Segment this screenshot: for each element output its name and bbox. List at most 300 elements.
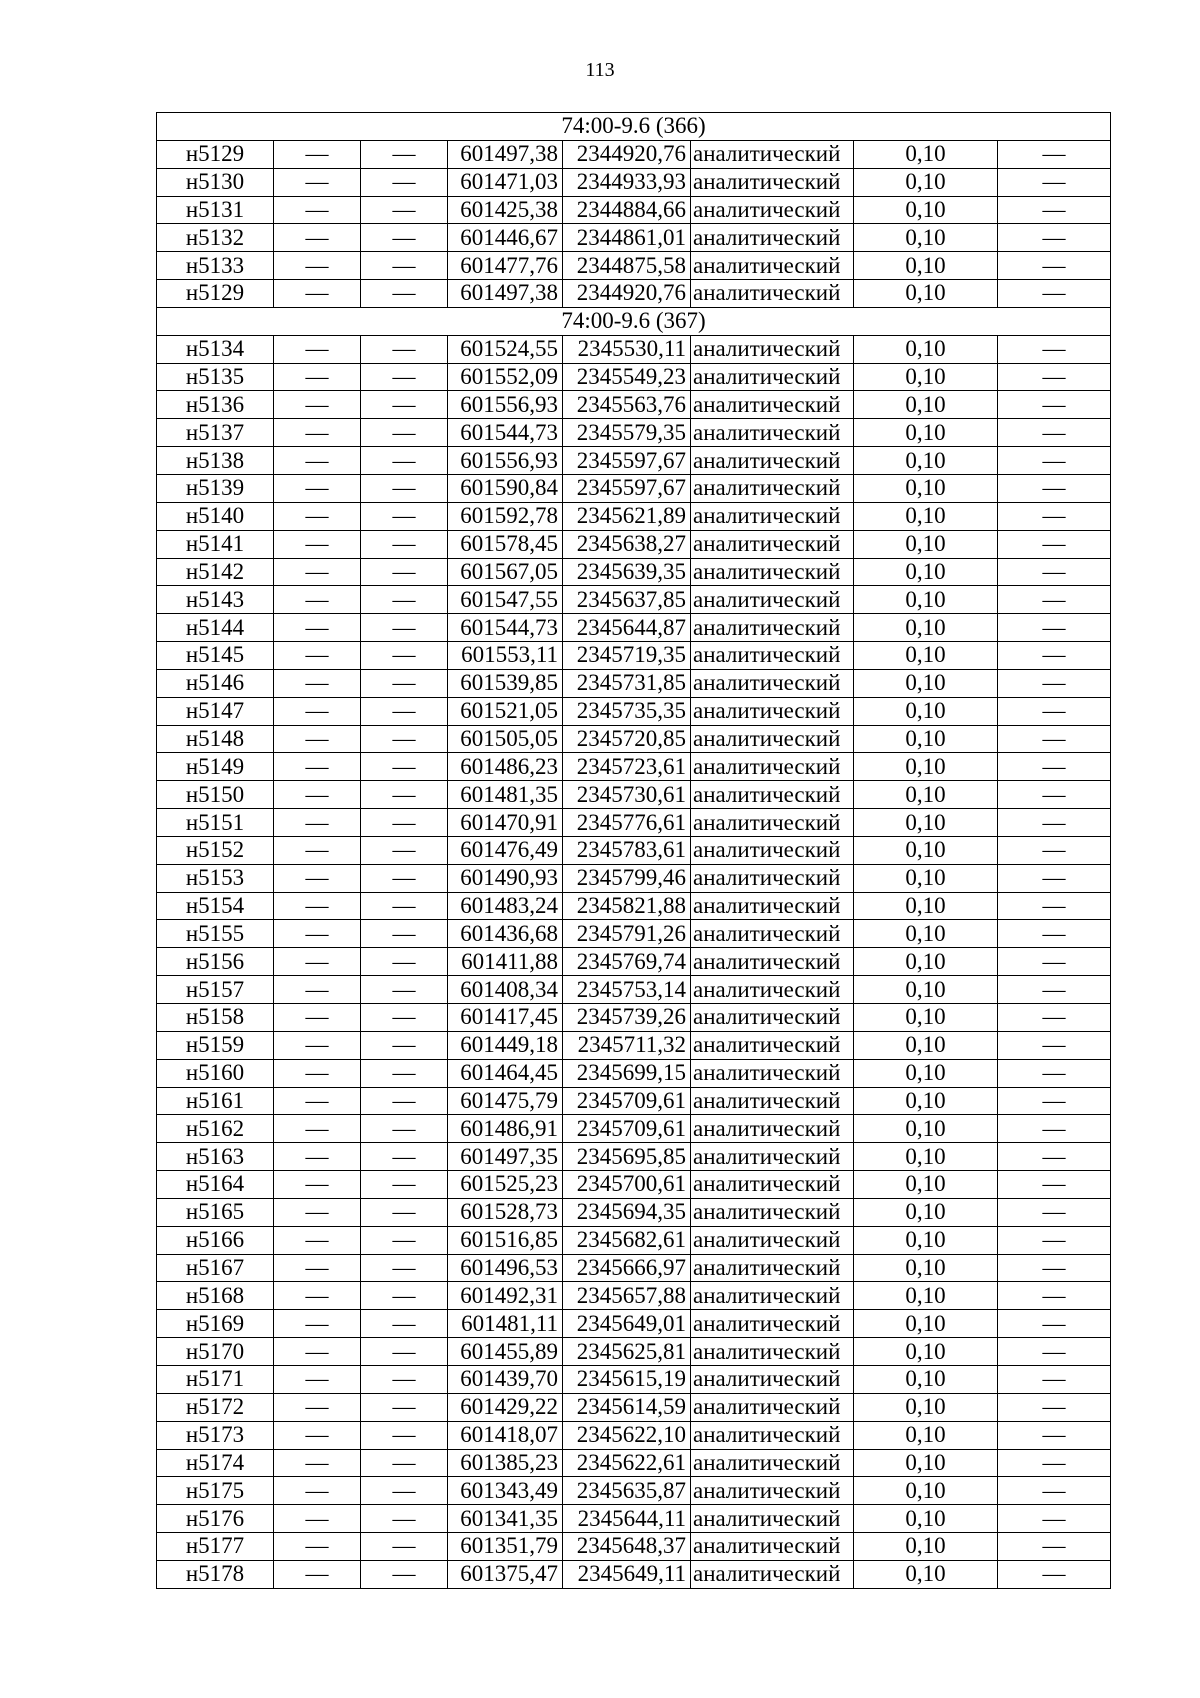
dash-cell: — bbox=[998, 1282, 1111, 1310]
table-row bbox=[157, 168, 1111, 196]
method-cell: аналитический bbox=[691, 1338, 854, 1366]
table-row bbox=[157, 836, 1111, 864]
point-name-cell: н5141 bbox=[157, 530, 274, 558]
method-cell: аналитический bbox=[691, 1031, 854, 1059]
precision-cell: 0,10 bbox=[854, 1560, 998, 1588]
x-coordinate-cell: 601483,24 bbox=[448, 892, 563, 920]
method-cell: аналитический bbox=[691, 1226, 854, 1254]
table-row bbox=[157, 1171, 1111, 1199]
method-cell: аналитический bbox=[691, 1365, 854, 1393]
table-row bbox=[157, 1198, 1111, 1226]
dash-cell: — bbox=[361, 335, 448, 363]
point-name-cell: н5176 bbox=[157, 1505, 274, 1533]
precision-cell: 0,10 bbox=[854, 920, 998, 948]
dash-cell: — bbox=[361, 280, 448, 308]
point-name-cell: н5165 bbox=[157, 1198, 274, 1226]
method-cell: аналитический bbox=[691, 1533, 854, 1561]
precision-cell: 0,10 bbox=[854, 1031, 998, 1059]
y-coordinate-cell: 2345735,35 bbox=[563, 697, 691, 725]
precision-cell: 0,10 bbox=[854, 614, 998, 642]
dash-cell: — bbox=[274, 892, 361, 920]
dash-cell: — bbox=[274, 753, 361, 781]
y-coordinate-cell: 2345649,11 bbox=[563, 1560, 691, 1588]
dash-cell: — bbox=[361, 1505, 448, 1533]
point-name-cell: н5140 bbox=[157, 502, 274, 530]
section-header-row bbox=[157, 113, 1111, 141]
dash-cell: — bbox=[361, 1226, 448, 1254]
precision-cell: 0,10 bbox=[854, 196, 998, 224]
dash-cell: — bbox=[361, 1254, 448, 1282]
y-coordinate-cell: 2345723,61 bbox=[563, 753, 691, 781]
y-coordinate-cell: 2345821,88 bbox=[563, 892, 691, 920]
method-cell: аналитический bbox=[691, 1505, 854, 1533]
dash-cell: — bbox=[998, 1449, 1111, 1477]
x-coordinate-cell: 601471,03 bbox=[448, 168, 563, 196]
dash-cell: — bbox=[274, 1087, 361, 1115]
section-header-row bbox=[157, 307, 1111, 335]
x-coordinate-cell: 601556,93 bbox=[448, 447, 563, 475]
precision-cell: 0,10 bbox=[854, 1087, 998, 1115]
dash-cell: — bbox=[998, 1365, 1111, 1393]
point-name-cell: н5152 bbox=[157, 836, 274, 864]
x-coordinate-cell: 601516,85 bbox=[448, 1226, 563, 1254]
table-row bbox=[157, 669, 1111, 697]
dash-cell: — bbox=[274, 1226, 361, 1254]
y-coordinate-cell: 2345639,35 bbox=[563, 558, 691, 586]
precision-cell: 0,10 bbox=[854, 224, 998, 252]
precision-cell: 0,10 bbox=[854, 530, 998, 558]
dash-cell: — bbox=[361, 1031, 448, 1059]
x-coordinate-cell: 601417,45 bbox=[448, 1004, 563, 1032]
dash-cell: — bbox=[274, 419, 361, 447]
dash-cell: — bbox=[274, 697, 361, 725]
precision-cell: 0,10 bbox=[854, 697, 998, 725]
y-coordinate-cell: 2344884,66 bbox=[563, 196, 691, 224]
x-coordinate-cell: 601547,55 bbox=[448, 586, 563, 614]
dash-cell: — bbox=[998, 892, 1111, 920]
y-coordinate-cell: 2345597,67 bbox=[563, 447, 691, 475]
dash-cell: — bbox=[998, 1115, 1111, 1143]
y-coordinate-cell: 2345644,87 bbox=[563, 614, 691, 642]
precision-cell: 0,10 bbox=[854, 447, 998, 475]
table-row bbox=[157, 363, 1111, 391]
precision-cell: 0,10 bbox=[854, 976, 998, 1004]
dash-cell: — bbox=[998, 1198, 1111, 1226]
point-name-cell: н5164 bbox=[157, 1171, 274, 1199]
dash-cell: — bbox=[361, 836, 448, 864]
dash-cell: — bbox=[274, 864, 361, 892]
dash-cell: — bbox=[998, 1421, 1111, 1449]
table-row bbox=[157, 614, 1111, 642]
x-coordinate-cell: 601439,70 bbox=[448, 1365, 563, 1393]
dash-cell: — bbox=[274, 1449, 361, 1477]
y-coordinate-cell: 2345563,76 bbox=[563, 391, 691, 419]
method-cell: аналитический bbox=[691, 642, 854, 670]
table-row bbox=[157, 1059, 1111, 1087]
precision-cell: 0,10 bbox=[854, 1310, 998, 1338]
method-cell: аналитический bbox=[691, 280, 854, 308]
y-coordinate-cell: 2345719,35 bbox=[563, 642, 691, 670]
x-coordinate-cell: 601553,11 bbox=[448, 642, 563, 670]
precision-cell: 0,10 bbox=[854, 864, 998, 892]
table-row bbox=[157, 1421, 1111, 1449]
table-row bbox=[157, 224, 1111, 252]
precision-cell: 0,10 bbox=[854, 252, 998, 280]
table-row bbox=[157, 1115, 1111, 1143]
y-coordinate-cell: 2345711,32 bbox=[563, 1031, 691, 1059]
y-coordinate-cell: 2344933,93 bbox=[563, 168, 691, 196]
table-row bbox=[157, 558, 1111, 586]
table-row bbox=[157, 280, 1111, 308]
dash-cell: — bbox=[274, 530, 361, 558]
dash-cell: — bbox=[361, 1533, 448, 1561]
precision-cell: 0,10 bbox=[854, 1282, 998, 1310]
x-coordinate-cell: 601408,34 bbox=[448, 976, 563, 1004]
dash-cell: — bbox=[998, 530, 1111, 558]
method-cell: аналитический bbox=[691, 140, 854, 168]
dash-cell: — bbox=[998, 1505, 1111, 1533]
dash-cell: — bbox=[998, 1059, 1111, 1087]
dash-cell: — bbox=[361, 1449, 448, 1477]
dash-cell: — bbox=[274, 168, 361, 196]
dash-cell: — bbox=[274, 502, 361, 530]
method-cell: аналитический bbox=[691, 1059, 854, 1087]
method-cell: аналитический bbox=[691, 1087, 854, 1115]
point-name-cell: н5134 bbox=[157, 335, 274, 363]
y-coordinate-cell: 2345614,59 bbox=[563, 1393, 691, 1421]
dash-cell: — bbox=[274, 1533, 361, 1561]
precision-cell: 0,10 bbox=[854, 1198, 998, 1226]
table-row bbox=[157, 586, 1111, 614]
dash-cell: — bbox=[274, 363, 361, 391]
method-cell: аналитический bbox=[691, 1143, 854, 1171]
page-number: 113 bbox=[585, 59, 615, 81]
precision-cell: 0,10 bbox=[854, 1254, 998, 1282]
point-name-cell: н5131 bbox=[157, 196, 274, 224]
x-coordinate-cell: 601492,31 bbox=[448, 1282, 563, 1310]
dash-cell: — bbox=[361, 864, 448, 892]
dash-cell: — bbox=[998, 948, 1111, 976]
dash-cell: — bbox=[361, 140, 448, 168]
table-row bbox=[157, 335, 1111, 363]
dash-cell: — bbox=[998, 725, 1111, 753]
dash-cell: — bbox=[274, 725, 361, 753]
table-body bbox=[157, 113, 1111, 1589]
x-coordinate-cell: 601477,76 bbox=[448, 252, 563, 280]
point-name-cell: н5156 bbox=[157, 948, 274, 976]
y-coordinate-cell: 2344920,76 bbox=[563, 140, 691, 168]
method-cell: аналитический bbox=[691, 836, 854, 864]
dash-cell: — bbox=[361, 474, 448, 502]
precision-cell: 0,10 bbox=[854, 753, 998, 781]
dash-cell: — bbox=[998, 280, 1111, 308]
y-coordinate-cell: 2345622,61 bbox=[563, 1449, 691, 1477]
dash-cell: — bbox=[274, 1059, 361, 1087]
table-row bbox=[157, 809, 1111, 837]
dash-cell: — bbox=[998, 419, 1111, 447]
method-cell: аналитический bbox=[691, 1171, 854, 1199]
method-cell: аналитический bbox=[691, 1254, 854, 1282]
x-coordinate-cell: 601552,09 bbox=[448, 363, 563, 391]
dash-cell: — bbox=[274, 1477, 361, 1505]
x-coordinate-cell: 601455,89 bbox=[448, 1338, 563, 1366]
point-name-cell: н5178 bbox=[157, 1560, 274, 1588]
precision-cell: 0,10 bbox=[854, 725, 998, 753]
y-coordinate-cell: 2345579,35 bbox=[563, 419, 691, 447]
point-name-cell: н5148 bbox=[157, 725, 274, 753]
point-name-cell: н5170 bbox=[157, 1338, 274, 1366]
dash-cell: — bbox=[361, 419, 448, 447]
table-row bbox=[157, 474, 1111, 502]
y-coordinate-cell: 2345648,37 bbox=[563, 1533, 691, 1561]
dash-cell: — bbox=[998, 697, 1111, 725]
y-coordinate-cell: 2345791,26 bbox=[563, 920, 691, 948]
precision-cell: 0,10 bbox=[854, 836, 998, 864]
method-cell: аналитический bbox=[691, 447, 854, 475]
table-row bbox=[157, 781, 1111, 809]
y-coordinate-cell: 2345739,26 bbox=[563, 1004, 691, 1032]
table-row bbox=[157, 1254, 1111, 1282]
point-name-cell: н5161 bbox=[157, 1087, 274, 1115]
dash-cell: — bbox=[361, 530, 448, 558]
dash-cell: — bbox=[274, 1338, 361, 1366]
dash-cell: — bbox=[998, 363, 1111, 391]
method-cell: аналитический bbox=[691, 920, 854, 948]
table-row bbox=[157, 1505, 1111, 1533]
dash-cell: — bbox=[998, 976, 1111, 1004]
y-coordinate-cell: 2345597,67 bbox=[563, 474, 691, 502]
dash-cell: — bbox=[998, 391, 1111, 419]
x-coordinate-cell: 601524,55 bbox=[448, 335, 563, 363]
y-coordinate-cell: 2345783,61 bbox=[563, 836, 691, 864]
dash-cell: — bbox=[998, 196, 1111, 224]
x-coordinate-cell: 601476,49 bbox=[448, 836, 563, 864]
point-name-cell: н5154 bbox=[157, 892, 274, 920]
method-cell: аналитический bbox=[691, 391, 854, 419]
method-cell: аналитический bbox=[691, 1115, 854, 1143]
dash-cell: — bbox=[361, 1393, 448, 1421]
point-name-cell: н5149 bbox=[157, 753, 274, 781]
x-coordinate-cell: 601556,93 bbox=[448, 391, 563, 419]
point-name-cell: н5160 bbox=[157, 1059, 274, 1087]
point-name-cell: н5159 bbox=[157, 1031, 274, 1059]
dash-cell: — bbox=[274, 586, 361, 614]
point-name-cell: н5166 bbox=[157, 1226, 274, 1254]
y-coordinate-cell: 2345730,61 bbox=[563, 781, 691, 809]
dash-cell: — bbox=[361, 1310, 448, 1338]
dash-cell: — bbox=[998, 168, 1111, 196]
dash-cell: — bbox=[274, 1143, 361, 1171]
dash-cell: — bbox=[361, 920, 448, 948]
dash-cell: — bbox=[274, 642, 361, 670]
point-name-cell: н5138 bbox=[157, 447, 274, 475]
dash-cell: — bbox=[998, 140, 1111, 168]
point-name-cell: н5132 bbox=[157, 224, 274, 252]
dash-cell: — bbox=[274, 252, 361, 280]
dash-cell: — bbox=[274, 781, 361, 809]
dash-cell: — bbox=[998, 1087, 1111, 1115]
table-row bbox=[157, 976, 1111, 1004]
section-title: 74:00-9.6 (366) bbox=[157, 113, 1111, 141]
x-coordinate-cell: 601343,49 bbox=[448, 1477, 563, 1505]
precision-cell: 0,10 bbox=[854, 1421, 998, 1449]
x-coordinate-cell: 601375,47 bbox=[448, 1560, 563, 1588]
x-coordinate-cell: 601525,23 bbox=[448, 1171, 563, 1199]
point-name-cell: н5168 bbox=[157, 1282, 274, 1310]
y-coordinate-cell: 2345682,61 bbox=[563, 1226, 691, 1254]
dash-cell: — bbox=[361, 781, 448, 809]
dash-cell: — bbox=[998, 836, 1111, 864]
dash-cell: — bbox=[998, 502, 1111, 530]
dash-cell: — bbox=[998, 474, 1111, 502]
point-name-cell: н5172 bbox=[157, 1393, 274, 1421]
x-coordinate-cell: 601544,73 bbox=[448, 614, 563, 642]
x-coordinate-cell: 601429,22 bbox=[448, 1393, 563, 1421]
point-name-cell: н5136 bbox=[157, 391, 274, 419]
x-coordinate-cell: 601481,11 bbox=[448, 1310, 563, 1338]
dash-cell: — bbox=[998, 1393, 1111, 1421]
dash-cell: — bbox=[998, 1338, 1111, 1366]
precision-cell: 0,10 bbox=[854, 1449, 998, 1477]
point-name-cell: н5146 bbox=[157, 669, 274, 697]
precision-cell: 0,10 bbox=[854, 1393, 998, 1421]
dash-cell: — bbox=[361, 697, 448, 725]
precision-cell: 0,10 bbox=[854, 1004, 998, 1032]
dash-cell: — bbox=[998, 335, 1111, 363]
point-name-cell: н5129 bbox=[157, 280, 274, 308]
point-name-cell: н5135 bbox=[157, 363, 274, 391]
precision-cell: 0,10 bbox=[854, 502, 998, 530]
dash-cell: — bbox=[274, 1115, 361, 1143]
precision-cell: 0,10 bbox=[854, 391, 998, 419]
x-coordinate-cell: 601497,35 bbox=[448, 1143, 563, 1171]
x-coordinate-cell: 601341,35 bbox=[448, 1505, 563, 1533]
method-cell: аналитический bbox=[691, 1477, 854, 1505]
table-row bbox=[157, 1338, 1111, 1366]
dash-cell: — bbox=[361, 948, 448, 976]
dash-cell: — bbox=[361, 1198, 448, 1226]
point-name-cell: н5151 bbox=[157, 809, 274, 837]
dash-cell: — bbox=[361, 809, 448, 837]
y-coordinate-cell: 2344920,76 bbox=[563, 280, 691, 308]
dash-cell: — bbox=[361, 1477, 448, 1505]
dash-cell: — bbox=[998, 753, 1111, 781]
y-coordinate-cell: 2345753,14 bbox=[563, 976, 691, 1004]
y-coordinate-cell: 2345700,61 bbox=[563, 1171, 691, 1199]
method-cell: аналитический bbox=[691, 1393, 854, 1421]
y-coordinate-cell: 2345638,27 bbox=[563, 530, 691, 558]
table-row bbox=[157, 920, 1111, 948]
point-name-cell: н5150 bbox=[157, 781, 274, 809]
point-name-cell: н5175 bbox=[157, 1477, 274, 1505]
y-coordinate-cell: 2345799,46 bbox=[563, 864, 691, 892]
method-cell: аналитический bbox=[691, 558, 854, 586]
dash-cell: — bbox=[274, 1171, 361, 1199]
method-cell: аналитический bbox=[691, 1004, 854, 1032]
dash-cell: — bbox=[361, 447, 448, 475]
method-cell: аналитический bbox=[691, 196, 854, 224]
table-row bbox=[157, 1031, 1111, 1059]
dash-cell: — bbox=[274, 836, 361, 864]
dash-cell: — bbox=[274, 948, 361, 976]
x-coordinate-cell: 601486,91 bbox=[448, 1115, 563, 1143]
dash-cell: — bbox=[274, 976, 361, 1004]
x-coordinate-cell: 601578,45 bbox=[448, 530, 563, 558]
dash-cell: — bbox=[998, 669, 1111, 697]
x-coordinate-cell: 601539,85 bbox=[448, 669, 563, 697]
point-name-cell: н5129 bbox=[157, 140, 274, 168]
method-cell: аналитический bbox=[691, 1198, 854, 1226]
precision-cell: 0,10 bbox=[854, 1171, 998, 1199]
dash-cell: — bbox=[998, 809, 1111, 837]
table-row bbox=[157, 1226, 1111, 1254]
method-cell: аналитический bbox=[691, 224, 854, 252]
table-row bbox=[157, 447, 1111, 475]
point-name-cell: н5155 bbox=[157, 920, 274, 948]
dash-cell: — bbox=[274, 920, 361, 948]
method-cell: аналитический bbox=[691, 976, 854, 1004]
point-name-cell: н5163 bbox=[157, 1143, 274, 1171]
y-coordinate-cell: 2345625,81 bbox=[563, 1338, 691, 1366]
x-coordinate-cell: 601425,38 bbox=[448, 196, 563, 224]
y-coordinate-cell: 2345666,97 bbox=[563, 1254, 691, 1282]
method-cell: аналитический bbox=[691, 1310, 854, 1338]
dash-cell: — bbox=[998, 1533, 1111, 1561]
precision-cell: 0,10 bbox=[854, 168, 998, 196]
table-row bbox=[157, 140, 1111, 168]
dash-cell: — bbox=[998, 1171, 1111, 1199]
point-name-cell: н5162 bbox=[157, 1115, 274, 1143]
x-coordinate-cell: 601497,38 bbox=[448, 280, 563, 308]
table-row bbox=[157, 864, 1111, 892]
table-row bbox=[157, 697, 1111, 725]
x-coordinate-cell: 601481,35 bbox=[448, 781, 563, 809]
point-name-cell: н5177 bbox=[157, 1533, 274, 1561]
dash-cell: — bbox=[274, 196, 361, 224]
dash-cell: — bbox=[274, 474, 361, 502]
table-row bbox=[157, 1310, 1111, 1338]
dash-cell: — bbox=[361, 252, 448, 280]
dash-cell: — bbox=[361, 1560, 448, 1588]
x-coordinate-cell: 601496,53 bbox=[448, 1254, 563, 1282]
point-name-cell: н5147 bbox=[157, 697, 274, 725]
precision-cell: 0,10 bbox=[854, 1505, 998, 1533]
table-row bbox=[157, 1087, 1111, 1115]
dash-cell: — bbox=[361, 558, 448, 586]
dash-cell: — bbox=[361, 642, 448, 670]
dash-cell: — bbox=[361, 168, 448, 196]
dash-cell: — bbox=[274, 1031, 361, 1059]
point-name-cell: н5143 bbox=[157, 586, 274, 614]
precision-cell: 0,10 bbox=[854, 1338, 998, 1366]
x-coordinate-cell: 601528,73 bbox=[448, 1198, 563, 1226]
table-row bbox=[157, 1477, 1111, 1505]
method-cell: аналитический bbox=[691, 474, 854, 502]
point-name-cell: н5139 bbox=[157, 474, 274, 502]
dash-cell: — bbox=[274, 140, 361, 168]
y-coordinate-cell: 2345622,10 bbox=[563, 1421, 691, 1449]
dash-cell: — bbox=[274, 669, 361, 697]
dash-cell: — bbox=[361, 224, 448, 252]
x-coordinate-cell: 601486,23 bbox=[448, 753, 563, 781]
dash-cell: — bbox=[361, 725, 448, 753]
dash-cell: — bbox=[361, 1421, 448, 1449]
x-coordinate-cell: 601544,73 bbox=[448, 419, 563, 447]
y-coordinate-cell: 2345769,74 bbox=[563, 948, 691, 976]
precision-cell: 0,10 bbox=[854, 669, 998, 697]
y-coordinate-cell: 2345621,89 bbox=[563, 502, 691, 530]
x-coordinate-cell: 601497,38 bbox=[448, 140, 563, 168]
